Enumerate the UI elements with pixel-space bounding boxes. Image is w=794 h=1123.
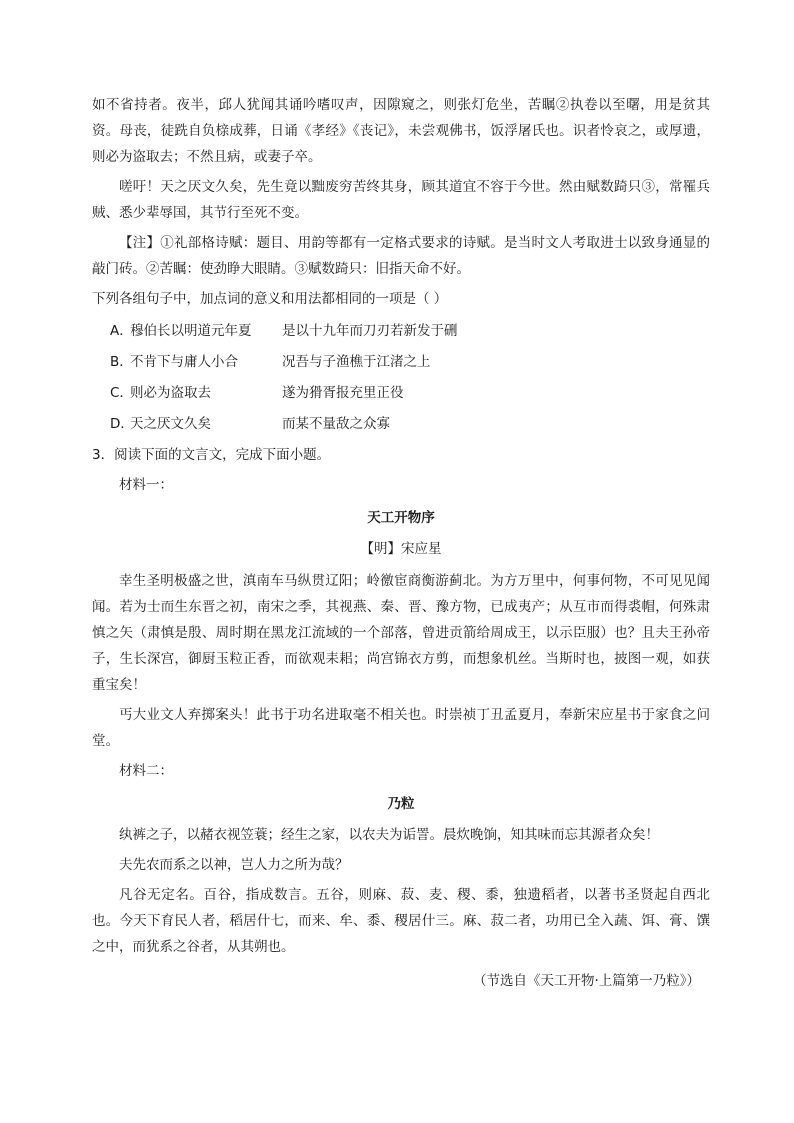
question-2-options — [92, 316, 710, 440]
option-label: B． — [110, 354, 133, 370]
material-1-title: 天工开物序 — [367, 510, 435, 526]
option-sentence-2: 是以十九年而刀刃若新发于硎 — [282, 323, 458, 339]
material-2-title: 乃粒 — [387, 796, 415, 812]
option-a[interactable] — [92, 316, 710, 347]
source-citation: （节选自《天工开物·上篇第一乃粒》） — [472, 973, 700, 989]
option-sentence-1: 穆伯长以明道元年夏 — [130, 323, 252, 339]
prev-passage-para1: 如不省持者。夜半，邱人犹闻其诵吟嗜叹声，因隙窥之，则张灯危坐，苦瞩②执卷以至曙，用是贫其资。母丧，徒跣自负榇成葬，日诵《孝经》《丧记》，未尝观佛书，饭浮屠氏也。识者怜哀之，或厚遗，则必为盗取去；不然且病，或妻子卒。 — [92, 97, 710, 165]
option-sentence-1: 不肯下与庸人小合 — [130, 354, 238, 370]
material-2-para3: 凡谷无定名。百谷，指成数言。五谷，则麻、菽、麦、稷、黍，独遗稻者，以著书圣贤起自西北也。今天下育民人者，稻居什七，而来、牟、黍、稷居什三。麻、菽二者，功用已全入蔬、饵、膏、馔之中，而犹系之谷者，从其朔也。 — [92, 887, 710, 955]
material-1-author: 【明】宋应星 — [360, 541, 442, 557]
material-2-para2: 夫先农而系之以神，岂人力之所为哉？ — [119, 857, 349, 873]
option-sentence-1: 天之厌文久矣 — [130, 416, 211, 432]
option-sentence-2: 况吾与子渔樵于江渚之上 — [282, 354, 431, 370]
prev-passage-para2: 嗟吁！天之厌文久矣，先生竟以黜废穷苦终其身，顾其道宜不容于今世。然由赋数踦只③，常罹兵贼、悉少辈辱国，其节行至死不变。 — [92, 179, 710, 221]
option-c[interactable] — [92, 378, 710, 409]
option-label: C． — [110, 385, 133, 401]
option-sentence-2: 遂为猾胥报充里正役 — [282, 385, 404, 401]
option-sentence-2: 而某不量敌之众寡 — [282, 416, 390, 432]
material-2-para1: 纨裤之子，以赭衣视笠蓑；经生之家，以农夫为诟詈。晨炊晚饷，知其味而忘其源者众矣！ — [119, 827, 659, 843]
option-b[interactable] — [92, 347, 710, 378]
option-d[interactable] — [92, 409, 710, 440]
question-3-stem: 3．阅读下面的文言文，完成下面小题。 — [92, 447, 331, 463]
material-1-para2: 丐大业文人弃掷案头！此书于功名进取毫不相关也。时崇祯丁丑孟夏月，奉新宋应星书于家食之问堂。 — [92, 707, 710, 749]
option-label: A． — [110, 323, 133, 339]
material-1-para1: 幸生圣明极盛之世，滇南车马纵贯辽阳；岭徼宦商衡游蓟北。为方万里中，何事何物，不可见见闻闻。若为士而生东晋之初，南宋之季，其视燕、秦、晋、豫方物，已成夷产；从互市而得裘帽，何殊肃慎之矢（肃慎是殷、周时期在黑龙江流域的一个部落，曾进贡箭给周成王，以示臣服）也？且夫王孙帝子，生长深宫，御厨玉粒正香，而欲观耒耜；尚宫锦衣方剪，而想象机丝。当斯时也，披图一观，如获重宝矣！ — [92, 573, 710, 693]
prev-passage-note: 【注】①礼部格诗赋：题目、用韵等都有一定格式要求的诗赋。是当时文人考取进士以致身通显的敲门砖。②苦瞩：使劲睁大眼睛。③赋数踦只：旧指天命不好。 — [92, 235, 710, 277]
option-label: D． — [110, 416, 134, 432]
material-2-label: 材料二： — [119, 763, 173, 779]
question-2-stem: 下列各组句子中，加点词的意义和用法都相同的一项是（ ） — [92, 291, 448, 307]
material-1-label: 材料一： — [119, 477, 173, 493]
option-sentence-1: 则必为盗取去 — [130, 385, 211, 401]
